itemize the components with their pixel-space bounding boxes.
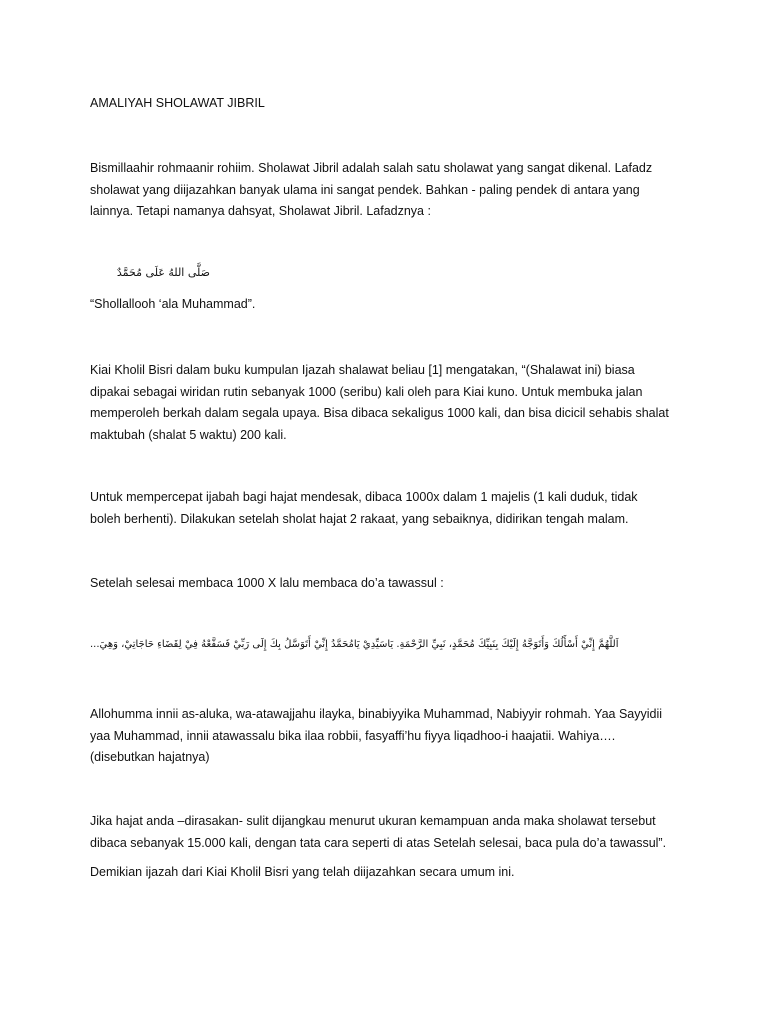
tawassul-intro-paragraph: Setelah selesai membaca 1000 X lalu membaca do’a tawassul : xyxy=(90,576,444,590)
document-title: AMALIYAH SHOLAWAT JIBRIL xyxy=(90,96,265,110)
closing-paragraph: Demikian ijazah dari Kiai Kholil Bisri yang telah diijazahkan secara umum ini. xyxy=(90,865,515,879)
hajat-paragraph: Jika hajat anda –dirasakan- sulit dijangkau menurut ukuran kemampuan anda maka sholawat tersebut dibaca sebanyak 15.000 kali, dengan tata cara seperti di atas Setelah selesai, baca pula do’a tawassul”. xyxy=(90,814,667,850)
tawassul-transliteration-paragraph: Allohumma innii as-aluka, wa-atawajjahu ilayka, binabiyyika Muhammad, Nabiyyir rohmah. Yaa Sayyidii yaa Muhammad, innii atawassalu bika ilaa robbii, fasyaffi’hu fiyya liqadhoo-i haajatii. Wahiya…. (disebutkan hajatnya) xyxy=(90,707,663,764)
arabic-tawassul-text: اَللَّهُمَّ إِنِّيْ أَسْأَلُكَ وَأَتَوَجَّهُ إِلَيْكَ بِنَبِيِّكَ مُحَمَّدٍ، نَبِيِّ الرَّحْمَةِ. يَاسَيِّدِيْ يَامُحَمَّدُ إِنِّيْ أَتَوَسَّلُ بِكَ إِلَى رَبِّيْ فَسَفَّعْهُ فِيْ لِقَضَاءِ حَاجَاتِيْ، وَهِيَ... xyxy=(90,639,619,650)
kiai-kholil-paragraph: Kiai Kholil Bisri dalam buku kumpulan Ijazah shalawat beliau [1] mengatakan, “(Shalawat ini) biasa dipakai sebagai wiridan rutin sebanyak 1000 (seribu) kali oleh para Kiai kuno. Untuk membuka jalan memperoleh berkah dalam segala upaya. Bisa dibaca sekaligus 1000 kali, dan bisa dicicil sehabis shalat maktubah (shalat 5 waktu) 200 kali. xyxy=(90,363,669,442)
intro-paragraph: Bismillaahir rohmaanir rohiim. Sholawat Jibril adalah salah satu sholawat yang sangat dikenal. Lafadz sholawat yang diijazahkan banyak ulama ini sangat pendek. Bahkan - paling pendek di antara yang lainnya. Tetapi namanya dahsyat, Sholawat Jibril. Lafadznya : xyxy=(90,161,653,218)
ijabah-paragraph: Untuk mempercepat ijabah bagi hajat mendesak, dibaca 1000x dalam 1 majelis (1 kali duduk, tidak boleh berhenti). Dilakukan setelah sholat hajat 2 rakaat, yang sebaiknya, didirikan tengah malam. xyxy=(90,490,638,526)
arabic-sholawat-text: صَلَّى اللهُ عَلَى مُحَمَّدٌ xyxy=(116,266,210,279)
transliteration-text: “Shollallooh ‘ala Muhammad”. xyxy=(90,297,256,311)
